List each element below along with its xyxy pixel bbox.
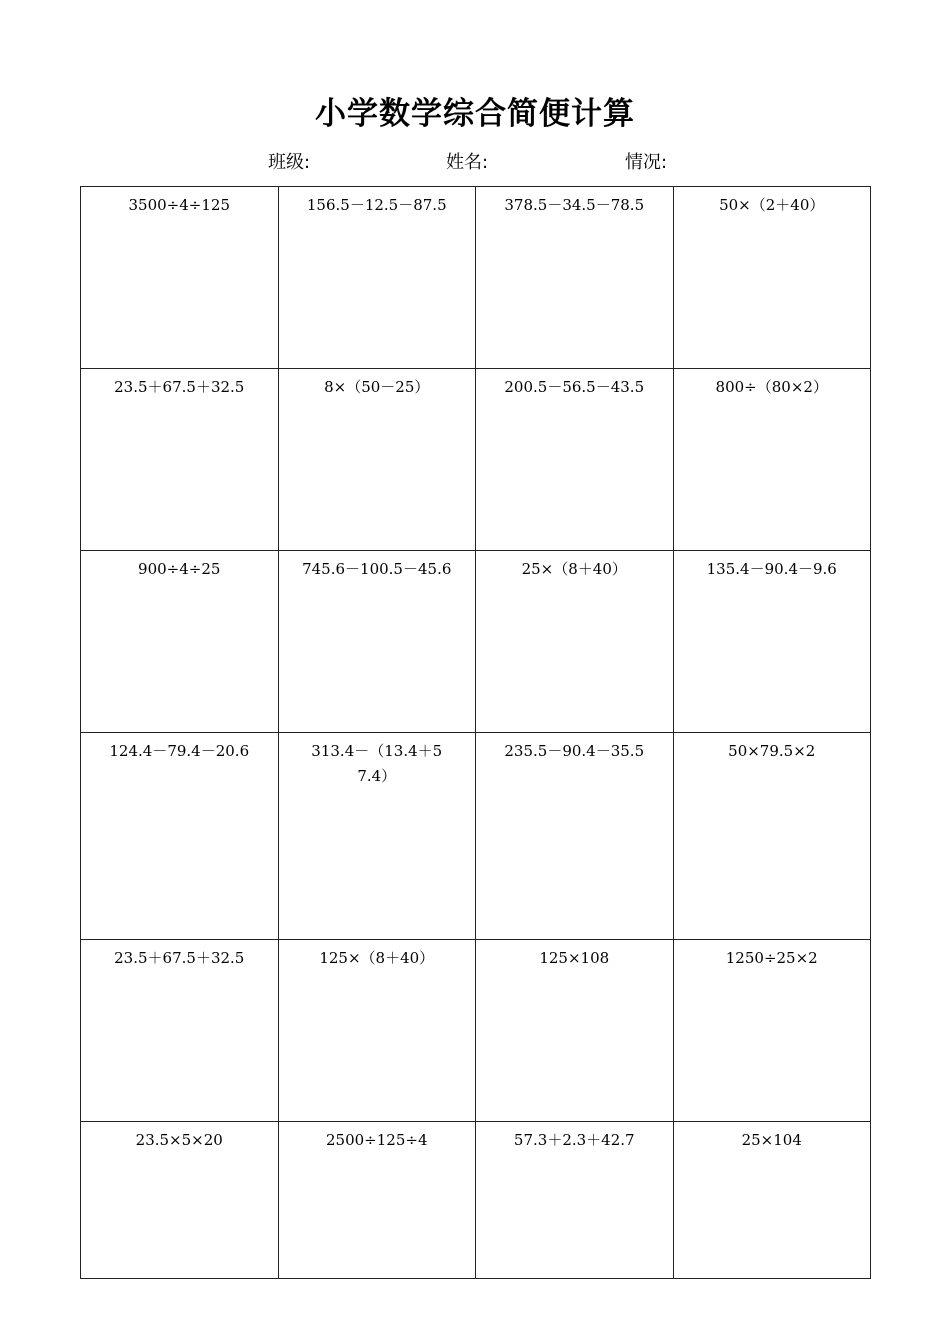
problem-row — [81, 369, 871, 551]
problem-cell[interactable]: 745.6－100.5－45.6 — [278, 551, 476, 733]
problem-cell[interactable]: 235.5－90.4－35.5 — [476, 733, 674, 940]
student-info-row — [0, 150, 950, 176]
problem-cell[interactable]: 800÷（80×2） — [673, 369, 871, 551]
class-label: 班级: — [268, 152, 311, 173]
problem-row — [81, 733, 871, 940]
page-title: 小学数学综合简便计算 — [315, 96, 635, 132]
name-label: 姓名: — [446, 152, 489, 173]
problem-cell[interactable]: 25×（8＋40） — [476, 551, 674, 733]
problem-cell[interactable]: 124.4－79.4－20.6 — [81, 733, 279, 940]
problem-cell[interactable]: 1250÷25×2 — [673, 940, 871, 1122]
problem-cell[interactable]: 135.4－90.4－9.6 — [673, 551, 871, 733]
problem-row — [81, 940, 871, 1122]
problem-row — [81, 1122, 871, 1279]
status-label: 情况: — [625, 152, 668, 173]
problem-cell[interactable]: 3500÷4÷125 — [81, 187, 279, 369]
problem-cell[interactable]: 50×（2＋40） — [673, 187, 871, 369]
problem-row — [81, 187, 871, 369]
problem-cell[interactable]: 57.3＋2.3＋42.7 — [476, 1122, 674, 1279]
problem-cell[interactable]: 125×（8＋40） — [278, 940, 476, 1122]
problem-cell[interactable]: 50×79.5×2 — [673, 733, 871, 940]
problem-row — [81, 551, 871, 733]
problem-cell[interactable]: 156.5－12.5－87.5 — [278, 187, 476, 369]
problem-cell[interactable]: 2500÷125÷4 — [278, 1122, 476, 1279]
problem-cell[interactable]: 125×108 — [476, 940, 674, 1122]
problem-cell[interactable]: 23.5＋67.5＋32.5 — [81, 369, 279, 551]
problem-cell[interactable]: 8×（50－25） — [278, 369, 476, 551]
problem-cell[interactable]: 313.4－（13.4＋57.4） — [278, 733, 476, 940]
problem-cell[interactable]: 23.5＋67.5＋32.5 — [81, 940, 279, 1122]
problem-cell[interactable]: 25×104 — [673, 1122, 871, 1279]
problem-cell[interactable]: 900÷4÷25 — [81, 551, 279, 733]
problem-cell[interactable]: 200.5－56.5－43.5 — [476, 369, 674, 551]
problem-cell[interactable]: 378.5－34.5－78.5 — [476, 187, 674, 369]
problem-cell[interactable]: 23.5×5×20 — [81, 1122, 279, 1279]
problem-grid — [80, 186, 871, 1279]
